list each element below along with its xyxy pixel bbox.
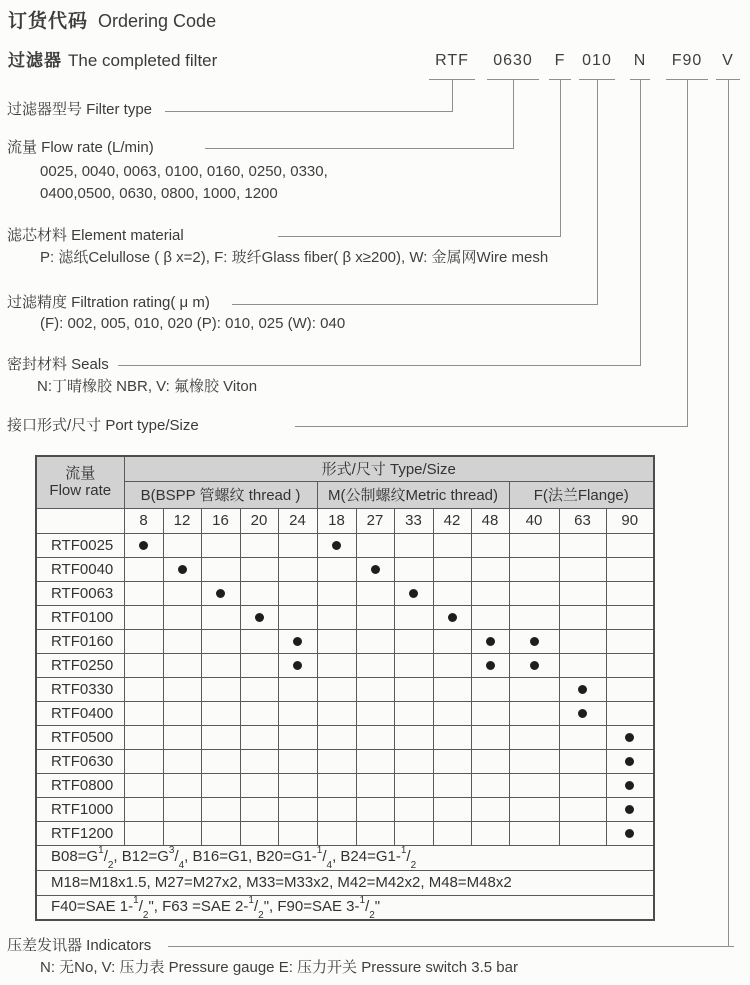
availability-dot-icon (216, 589, 225, 598)
availability-dot-icon (293, 661, 302, 670)
port-availability-cell (240, 557, 278, 581)
connector-line (118, 365, 641, 366)
availability-dot-icon (255, 613, 264, 622)
port-availability-cell (201, 797, 240, 821)
port-availability-cell (433, 821, 471, 845)
page-subtitle-zh: 过滤器 (8, 51, 62, 70)
port-availability-cell (356, 629, 394, 653)
code-segment-material: F (549, 52, 571, 80)
table-row (36, 605, 654, 629)
port-availability-cell (394, 797, 433, 821)
port-availability-cell (509, 581, 559, 605)
port-availability-cell (317, 557, 356, 581)
port-availability-cell (471, 653, 509, 677)
size-header-cell: 27 (356, 508, 394, 533)
port-availability-cell (124, 557, 163, 581)
port-availability-cell (163, 821, 201, 845)
size-header-cell: 33 (394, 508, 433, 533)
port-availability-cell (509, 701, 559, 725)
port-availability-cell (606, 749, 654, 773)
model-cell: RTF0500 (36, 725, 124, 749)
model-cell: RTF0100 (36, 605, 124, 629)
corner-header (36, 456, 124, 508)
size-header-cell: 48 (471, 508, 509, 533)
availability-dot-icon (486, 637, 495, 646)
port-availability-cell (509, 677, 559, 701)
corner-header-zh: 流量 (65, 465, 96, 483)
port-availability-cell (356, 533, 394, 557)
port-availability-cell (509, 821, 559, 845)
port-availability-cell (433, 653, 471, 677)
port-availability-cell (201, 533, 240, 557)
port-availability-cell (201, 701, 240, 725)
port-availability-cell (471, 821, 509, 845)
connector-line (452, 80, 453, 111)
port-availability-cell (606, 701, 654, 725)
model-cell: RTF0630 (36, 749, 124, 773)
port-availability-cell (317, 581, 356, 605)
connector-line (205, 148, 514, 149)
availability-dot-icon (139, 541, 148, 550)
port-availability-cell (317, 773, 356, 797)
port-availability-cell (559, 821, 606, 845)
port-size-table-wrap (35, 455, 653, 921)
table-row (36, 701, 654, 725)
footnote-row (36, 845, 654, 870)
table-row (36, 821, 654, 845)
port-availability-cell (394, 749, 433, 773)
port-availability-cell (509, 725, 559, 749)
port-availability-cell (509, 557, 559, 581)
port-availability-cell (278, 629, 317, 653)
model-cell: RTF0025 (36, 533, 124, 557)
page-title-en: Ordering Code (98, 11, 217, 31)
port-availability-cell (394, 677, 433, 701)
code-segment-flow: 0630 (487, 52, 539, 80)
port-availability-cell (201, 677, 240, 701)
port-availability-cell (559, 725, 606, 749)
model-cell: RTF0040 (36, 557, 124, 581)
section-detail-seals: N:丁晴橡胶 NBR, V: 氟橡胶 Viton (37, 378, 258, 395)
port-availability-cell (356, 725, 394, 749)
port-availability-cell (201, 653, 240, 677)
port-availability-cell (278, 653, 317, 677)
port-availability-cell (317, 605, 356, 629)
port-availability-cell (509, 629, 559, 653)
port-availability-cell (606, 533, 654, 557)
port-availability-cell (356, 773, 394, 797)
port-availability-cell (356, 677, 394, 701)
group-header-flange: F(法兰Flange) (509, 481, 654, 508)
port-availability-cell (509, 533, 559, 557)
port-availability-cell (606, 725, 654, 749)
port-availability-cell (278, 605, 317, 629)
port-availability-cell (163, 653, 201, 677)
page-subtitle (8, 46, 217, 71)
model-cell: RTF0800 (36, 773, 124, 797)
port-availability-cell (509, 797, 559, 821)
code-segment-port: F90 (666, 52, 708, 80)
port-availability-cell (471, 773, 509, 797)
port-availability-cell (471, 557, 509, 581)
group-header-metric: M(公制螺纹Metric thread) (317, 481, 509, 508)
connector-line (640, 80, 641, 365)
port-availability-cell (240, 701, 278, 725)
table-group-row (36, 481, 654, 508)
section-label-indicators: 压差发讯器 Indicators (7, 937, 152, 954)
port-availability-cell (606, 581, 654, 605)
connector-line (728, 80, 729, 946)
port-availability-cell (317, 701, 356, 725)
port-availability-cell (163, 701, 201, 725)
port-availability-cell (201, 773, 240, 797)
port-availability-cell (606, 629, 654, 653)
connector-line (232, 304, 598, 305)
port-availability-cell (471, 725, 509, 749)
connector-line (687, 80, 688, 426)
port-availability-cell (124, 629, 163, 653)
port-availability-cell (606, 677, 654, 701)
section-label-port-type-size: 接口形式/尺寸 Port type/Size (7, 417, 199, 434)
port-availability-cell (317, 629, 356, 653)
connector-line (597, 80, 598, 304)
size-header-cell: 42 (433, 508, 471, 533)
availability-dot-icon (625, 733, 634, 742)
size-header-cell: 8 (124, 508, 163, 533)
availability-dot-icon (332, 541, 341, 550)
port-availability-cell (356, 581, 394, 605)
section-label-seals: 密封材料 Seals (7, 356, 109, 373)
port-availability-cell (394, 773, 433, 797)
table-row (36, 653, 654, 677)
port-availability-cell (163, 533, 201, 557)
port-availability-cell (124, 773, 163, 797)
table-row (36, 773, 654, 797)
port-availability-cell (394, 581, 433, 605)
footnote-bspp: $B08=G^1/_2$, $B12=G^3/_4$, B16=G1, $B20=G1-^1/_4$, $B24=G1-^1/_2$ (36, 845, 654, 870)
port-availability-cell (433, 773, 471, 797)
section-label-filtration-rating: 过滤精度 Filtration rating( μ m) (7, 294, 210, 311)
port-availability-cell (163, 749, 201, 773)
port-availability-cell (317, 533, 356, 557)
size-header-cell: 20 (240, 508, 278, 533)
port-availability-cell (559, 677, 606, 701)
port-availability-cell (278, 533, 317, 557)
availability-dot-icon (530, 637, 539, 646)
port-availability-cell (278, 821, 317, 845)
port-availability-cell (240, 605, 278, 629)
model-cell: RTF0250 (36, 653, 124, 677)
port-availability-cell (240, 629, 278, 653)
port-availability-cell (317, 821, 356, 845)
port-availability-cell (471, 797, 509, 821)
page-title (8, 6, 216, 33)
port-availability-cell (356, 701, 394, 725)
port-availability-cell (240, 749, 278, 773)
section-detail-filtration-rating: (F): 002, 005, 010, 020 (P): 010, 025 (W): 040 (40, 315, 346, 332)
port-availability-cell (509, 749, 559, 773)
availability-dot-icon (409, 589, 418, 598)
port-availability-cell (201, 629, 240, 653)
port-availability-cell (240, 773, 278, 797)
availability-dot-icon (530, 661, 539, 670)
port-availability-cell (433, 533, 471, 557)
port-availability-cell (278, 749, 317, 773)
port-availability-cell (356, 749, 394, 773)
port-availability-cell (394, 701, 433, 725)
group-header-bspp: B(BSPP 管螺纹 thread ) (124, 481, 317, 508)
port-availability-cell (124, 749, 163, 773)
connector-line (560, 80, 561, 236)
port-availability-cell (559, 749, 606, 773)
port-availability-cell (394, 533, 433, 557)
availability-dot-icon (578, 685, 587, 694)
availability-dot-icon (625, 829, 634, 838)
port-availability-cell (559, 557, 606, 581)
model-cell: RTF1000 (36, 797, 124, 821)
port-availability-cell (509, 605, 559, 629)
table-header-row (36, 456, 654, 481)
port-availability-cell (240, 653, 278, 677)
page-title-zh: 订货代码 (8, 11, 89, 32)
port-availability-cell (240, 533, 278, 557)
blank-cell (36, 508, 124, 533)
table-row (36, 581, 654, 605)
port-availability-cell (124, 533, 163, 557)
port-availability-cell (278, 725, 317, 749)
connector-line (295, 426, 688, 427)
port-availability-cell (433, 701, 471, 725)
table-row (36, 533, 654, 557)
section-label-flow-rate: 流量 Flow rate (L/min) (7, 139, 154, 156)
port-availability-cell (606, 557, 654, 581)
port-availability-cell (559, 533, 606, 557)
port-availability-cell (356, 797, 394, 821)
footnote-row (36, 895, 654, 920)
port-availability-cell (471, 629, 509, 653)
port-availability-cell (394, 629, 433, 653)
port-availability-cell (606, 821, 654, 845)
model-cell: RTF0400 (36, 701, 124, 725)
port-availability-cell (471, 605, 509, 629)
port-availability-cell (433, 725, 471, 749)
port-availability-cell (394, 605, 433, 629)
size-header-cell: 40 (509, 508, 559, 533)
code-segment-seal: N (630, 52, 650, 80)
port-availability-cell (201, 581, 240, 605)
port-availability-cell (201, 749, 240, 773)
port-availability-cell (471, 677, 509, 701)
size-header-cell: 18 (317, 508, 356, 533)
model-cell: RTF0330 (36, 677, 124, 701)
port-availability-cell (559, 701, 606, 725)
footnote-row (36, 870, 654, 895)
code-segment-model: RTF (429, 52, 475, 80)
connector-line (165, 111, 453, 112)
availability-dot-icon (448, 613, 457, 622)
port-availability-cell (433, 557, 471, 581)
port-availability-cell (124, 797, 163, 821)
port-availability-cell (278, 701, 317, 725)
port-availability-cell (240, 725, 278, 749)
table-row (36, 557, 654, 581)
availability-dot-icon (578, 709, 587, 718)
port-availability-cell (317, 725, 356, 749)
availability-dot-icon (178, 565, 187, 574)
port-availability-cell (201, 821, 240, 845)
type-size-header: 形式/尺寸 Type/Size (124, 456, 654, 481)
port-availability-cell (606, 605, 654, 629)
model-cell: RTF1200 (36, 821, 124, 845)
section-detail-element-material: P: 滤纸Celullose ( β x=2), F: 玻纤Glass fiber( β x≥200), W: 金属网Wire mesh (40, 249, 549, 266)
section-label-element-material: 滤芯材料 Element material (7, 227, 184, 244)
connector-line (513, 80, 514, 148)
port-availability-cell (606, 797, 654, 821)
connector-line (278, 236, 561, 237)
port-availability-cell (124, 725, 163, 749)
port-availability-cell (317, 677, 356, 701)
connector-line (168, 946, 734, 947)
port-availability-cell (394, 821, 433, 845)
port-availability-cell (509, 653, 559, 677)
port-availability-cell (278, 557, 317, 581)
port-availability-cell (163, 725, 201, 749)
port-availability-cell (471, 533, 509, 557)
port-availability-cell (471, 749, 509, 773)
port-availability-cell (317, 653, 356, 677)
port-availability-cell (559, 629, 606, 653)
section-detail-flow-rate: 0025, 0040, 0063, 0100, 0160, 0250, 0330, (40, 163, 328, 180)
port-availability-cell (163, 605, 201, 629)
port-availability-cell (201, 557, 240, 581)
port-availability-cell (124, 821, 163, 845)
port-availability-cell (201, 605, 240, 629)
port-availability-cell (471, 581, 509, 605)
port-availability-cell (509, 773, 559, 797)
footnote-metric: M18=M18x1.5, M27=M27x2, M33=M33x2, M42=M42x2, M48=M48x2 (36, 870, 654, 895)
page-subtitle-en: The completed filter (68, 51, 218, 70)
table-row (36, 629, 654, 653)
port-availability-cell (433, 605, 471, 629)
section-detail-indicators: N: 无No, V: 压力表 Pressure gauge E: 压力开关 Pressure switch 3.5 bar (40, 959, 518, 976)
table-row (36, 749, 654, 773)
port-availability-cell (240, 797, 278, 821)
port-availability-cell (124, 605, 163, 629)
port-availability-cell (433, 677, 471, 701)
table-sizes-row (36, 508, 654, 533)
port-availability-cell (317, 797, 356, 821)
model-cell: RTF0160 (36, 629, 124, 653)
port-availability-cell (356, 821, 394, 845)
port-availability-cell (433, 797, 471, 821)
port-availability-cell (433, 749, 471, 773)
port-availability-cell (559, 797, 606, 821)
port-availability-cell (278, 773, 317, 797)
port-availability-cell (317, 749, 356, 773)
port-availability-cell (394, 557, 433, 581)
port-size-table (35, 455, 655, 921)
size-header-cell: 12 (163, 508, 201, 533)
section-label-filter-type: 过滤器型号 Filter type (7, 101, 153, 118)
port-availability-cell (559, 653, 606, 677)
port-availability-cell (394, 725, 433, 749)
port-availability-cell (124, 701, 163, 725)
port-availability-cell (163, 677, 201, 701)
footnote-flange: F40=SAE $1-^1/_2$", F63 =SAE $2-^1/_2$", F90=SAE $3-^1/_2$" (36, 895, 654, 920)
port-availability-cell (394, 653, 433, 677)
port-availability-cell (124, 581, 163, 605)
port-availability-cell (163, 797, 201, 821)
port-availability-cell (559, 773, 606, 797)
port-availability-cell (201, 725, 240, 749)
port-availability-cell (433, 629, 471, 653)
size-header-cell: 16 (201, 508, 240, 533)
port-availability-cell (163, 557, 201, 581)
table-row (36, 725, 654, 749)
size-header-cell: 90 (606, 508, 654, 533)
port-availability-cell (559, 605, 606, 629)
table-row (36, 797, 654, 821)
port-availability-cell (278, 677, 317, 701)
port-availability-cell (240, 821, 278, 845)
port-availability-cell (124, 677, 163, 701)
port-availability-cell (124, 653, 163, 677)
port-availability-cell (240, 677, 278, 701)
availability-dot-icon (486, 661, 495, 670)
availability-dot-icon (293, 637, 302, 646)
port-availability-cell (163, 773, 201, 797)
availability-dot-icon (625, 781, 634, 790)
port-availability-cell (356, 557, 394, 581)
model-cell: RTF0063 (36, 581, 124, 605)
section-detail-flow-rate: 0400,0500, 0630, 0800, 1000, 1200 (40, 185, 278, 202)
port-availability-cell (606, 773, 654, 797)
code-segment-indicator: V (716, 52, 740, 80)
size-header-cell: 63 (559, 508, 606, 533)
port-availability-cell (356, 653, 394, 677)
port-availability-cell (559, 581, 606, 605)
availability-dot-icon (625, 805, 634, 814)
size-header-cell: 24 (278, 508, 317, 533)
availability-dot-icon (371, 565, 380, 574)
port-availability-cell (240, 581, 278, 605)
table-row (36, 677, 654, 701)
port-availability-cell (163, 629, 201, 653)
port-availability-cell (163, 581, 201, 605)
corner-header-en: Flow rate (49, 482, 112, 500)
port-availability-cell (356, 605, 394, 629)
code-segment-rating: 010 (579, 52, 615, 80)
port-availability-cell (471, 701, 509, 725)
port-availability-cell (278, 797, 317, 821)
port-availability-cell (606, 653, 654, 677)
availability-dot-icon (625, 757, 634, 766)
port-availability-cell (278, 581, 317, 605)
port-availability-cell (433, 581, 471, 605)
